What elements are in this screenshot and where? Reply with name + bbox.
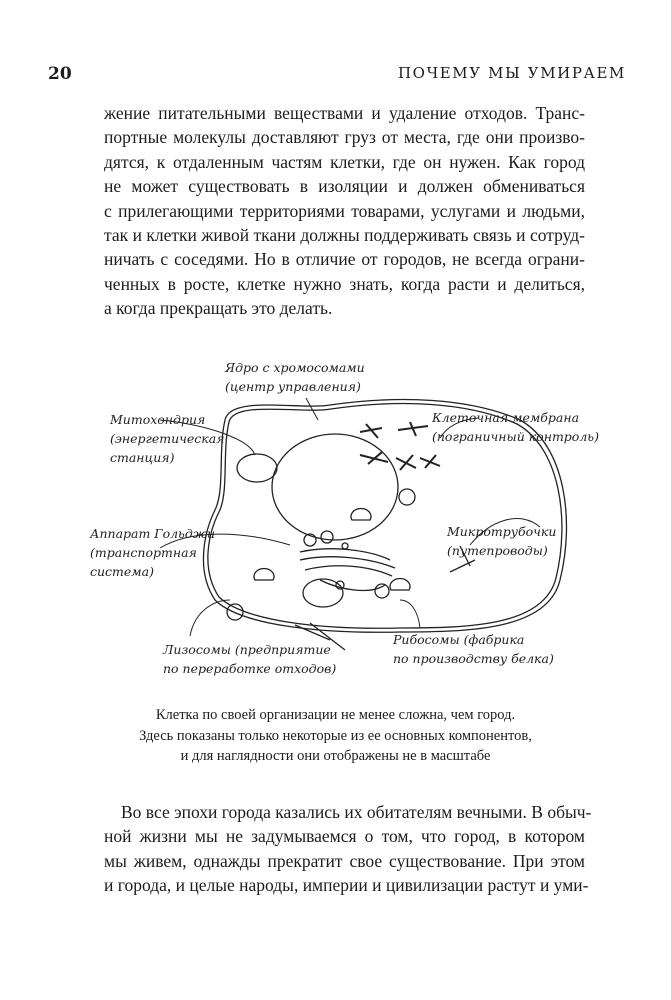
text-line: мы живем, однажды прекратит свое существование. При этом: [104, 851, 585, 871]
chromosomes: [360, 422, 440, 470]
label-mitochondria: Митохондрия (энергетическая станция): [110, 412, 225, 465]
caption-line: и для наглядности они отображены не в масштабе: [180, 748, 491, 764]
text-line: не может существовать в изоляции и должен обмениваться: [104, 176, 585, 196]
caption-line: Здесь показаны только некоторые из ее основных компонентов,: [139, 728, 532, 744]
text-line: так и клетки живой ткани должны поддерживать связь и сотруд-: [104, 225, 585, 245]
text-line: ченных в росте, клетке нужно знать, когда расти и делиться,: [104, 274, 585, 294]
caption-line: Клетка по своей организации не менее сложна, чем город.: [155, 707, 516, 723]
nucleus: [272, 434, 398, 540]
running-title: ПОЧЕМУ МЫ УМИРАЕМ: [397, 64, 626, 82]
label-golgi: Аппарат Гольджи (транспортная система): [90, 526, 216, 579]
ribosome: [351, 509, 371, 520]
lysosome: [399, 489, 415, 505]
text-line: портные молекулы доставляют груз от места, где они произво-: [104, 127, 585, 147]
text-line: ной жизни мы не задумываемся о том, что город, в котором: [104, 826, 585, 846]
label-microtubules: Микротрубочки (путепроводы): [447, 524, 557, 558]
page-number: 20: [48, 64, 72, 84]
label-lysosomes: Лизосомы (предприятие по переработке отходов): [163, 642, 337, 676]
label-membrane: Клеточная мембрана (пограничный контроль): [432, 410, 599, 444]
mitochondrion: [237, 454, 277, 482]
text-line: с прилегающими территориями товарами, услугами и людьми,: [104, 201, 585, 221]
text-line: дятся, к отдаленным частям клетки, где он нужен. Как город: [104, 152, 585, 172]
label-ribosomes: Рибосомы (фабрика по производству белка): [393, 632, 554, 666]
text-line: жение питательными веществами и удаление отходов. Транс-: [104, 103, 585, 123]
text-line: ничать с соседями. Но в отличие от городов, не всегда ограни-: [104, 249, 585, 269]
text-line: и города, и целые народы, империи и цивилизации растут и уми-: [104, 875, 589, 895]
text-line: Во все эпохи города казались их обитателям вечными. В обыч-: [121, 802, 592, 822]
text-line: а когда прекращать это делать.: [104, 298, 333, 318]
label-nucleus: Ядро с хромосомами (центр управления): [225, 360, 365, 394]
